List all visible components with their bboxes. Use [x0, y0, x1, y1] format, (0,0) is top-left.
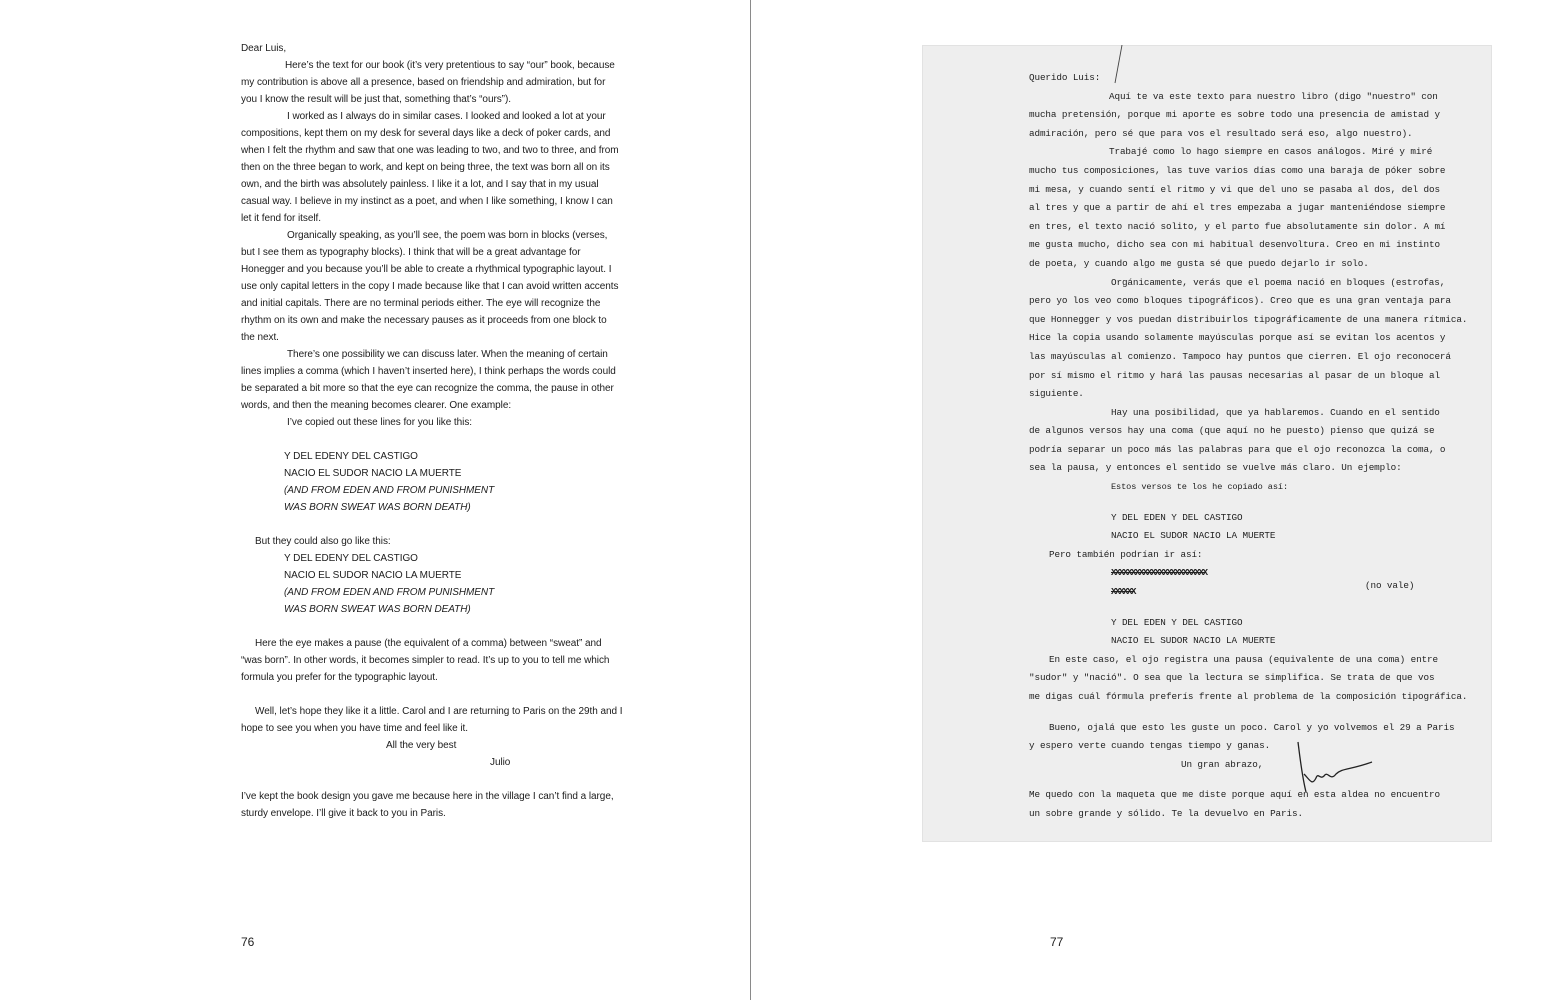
verse-line: NACIO EL SUDOR NACIO LA MUERTE [284, 570, 462, 581]
typed-line: por sí mismo el ritmo y hará las pausas necesarias al pasar de un bloque al [1029, 369, 1440, 381]
typed-verse-line: Y DEL EDEN Y DEL CASTIGO [1111, 616, 1243, 628]
typed-verse-line: NACIO EL SUDOR NACIO LA MUERTE [1111, 530, 1276, 542]
typed-line: al tres y que a partir de ahí el tres empezaba a jugar manteniéndose siempre [1029, 202, 1446, 214]
paragraph-4: There’s one possibility we can discuss later. When the meaning of certain lines implies a comma (which I haven’t inserted here), I think perhaps the words could be separated a bit more so that the eye can recognize the comma, the pause in other words, and then the meaning becomes clearer. One example: [241, 349, 616, 411]
paragraph-6: But they could also go like this: [255, 536, 391, 547]
typed-line: "sudor" y "nació". O sea que la lectura se simplifica. Se trata de que vos [1029, 672, 1435, 684]
pen-stroke-mark [1112, 45, 1124, 85]
paragraph-2: I worked as I always do in similar cases. I looked and looked a lot at your compositions, kept them on my desk for several days like a deck of poker cards, and when I felt the rhythm and saw that one was leading to two, and two to three, and from then on the three began to work, and kept on being three, the text was born all on its own, and the birth was absolutely painless. I like it a lot, and I say that in my usual casual way. I believe in my instinct as a poet, and when I like something, I know I can let it fend for itself. [241, 111, 619, 224]
page-number-right: 77 [1050, 935, 1064, 949]
typed-line: podría separar un poco más las palabras para que el ojo reconozca la coma, o [1029, 443, 1446, 455]
verse-example-2 [241, 550, 623, 618]
typed-letter-text [1029, 69, 1479, 824]
typed-line: Estos versos te los he copiado así: [1111, 482, 1288, 493]
typed-letter-scan [922, 45, 1492, 842]
typed-line: de poeta, y cuando algo me gusta sé que puedo dejarlo ir solo. [1029, 257, 1369, 269]
typed-line: admiración, pero sé que para vos el resultado será eso, algo nuestro). [1029, 127, 1413, 139]
paragraph-1: Here’s the text for our book (it’s very pretentious to say “our” book, because my contribution is above all a presence, based on friendship and admiration, but for you I know the result will be just that, something that’s “ours”). [241, 60, 615, 105]
typed-greeting: Querido Luis: [1029, 72, 1101, 83]
paragraph-5: I’ve copied out these lines for you like this: [287, 417, 473, 428]
no-vale-note: (no vale) [1365, 580, 1415, 592]
typed-line: Orgánicamente, verás que el poema nació en bloques (estrofas, [1111, 276, 1446, 288]
typed-line: mucho tus composiciones, las tuve varios días como una baraja de póker sobre [1029, 164, 1446, 176]
typed-line: Aquí te va este texto para nuestro libro (digo "nuestro" con [1109, 90, 1438, 102]
struck-out-line: XXXXXX [1111, 586, 1135, 598]
typed-line: Trabajé como lo hago siempre en casos análogos. Miré y miré [1109, 146, 1433, 158]
typed-line: en tres, el texto nació solito, y el parto fue absolutamente sin dolor. A mí [1029, 220, 1446, 232]
typed-line: mucha pretensión, porque mi aporte es sobre todo una presencia de amistad y [1029, 109, 1440, 121]
typed-line: pero yo los veo como bloques tipográficos). Creo que es una gran ventaja para [1029, 295, 1451, 307]
paragraph-3: Organically speaking, as you’ll see, the poem was born in blocks (verses, but I see them as typography blocks). I think that will be a great advantage for Honegger and you because you’ll be able to create a rhythmical typographic layout. I use only capital letters in the copy I made because like that I can avoid written accents and initial capitals. There are no terminal periods either. The eye will recognize the rhythm on its own and make the necessary pauses as it proceeds from one block to the next. [241, 230, 619, 343]
typed-line: de algunos versos hay una coma (que aquí no he puesto) pienso que quizá se [1029, 425, 1435, 437]
typed-line: me digas cuál fórmula preferís frente al problema de la composición tipográfica. [1029, 691, 1468, 702]
verse-translation-line: WAS BORN SWEAT WAS BORN DEATH) [284, 604, 471, 615]
typed-verse-line: NACIO EL SUDOR NACIO LA MUERTE [1111, 635, 1276, 647]
typed-line: En este caso, el ojo registra una pausa (equivalente de una coma) entre [1049, 653, 1439, 665]
typed-closing: Un gran abrazo, [1181, 758, 1264, 770]
typed-line: me gusta mucho, dicho sea con mi habitual desenvoltura. Creo en mi instinto [1029, 239, 1440, 251]
typed-line: Bueno, ojalá que esto les guste un poco. Carol y yo volvemos el 29 a Paris [1049, 721, 1455, 733]
page-number-left: 76 [241, 935, 255, 949]
verse-line: Y DEL EDENY DEL CASTIGO [284, 553, 418, 564]
typed-alt-intro: Pero también podrían ir así: [1049, 548, 1203, 560]
typed-line: que Honnegger y vos puedan distribuirlos tipográficamente de una manera rítmica. [1029, 313, 1468, 325]
verse-line: Y DEL EDENY DEL CASTIGO [284, 451, 418, 462]
verse-line: NACIO EL SUDOR NACIO LA MUERTE [284, 468, 462, 479]
typed-line: Me quedo con la maqueta que me diste porque aquí en esta aldea no encuentro [1029, 789, 1440, 801]
closing: All the very best [386, 740, 457, 751]
handwritten-signature [1292, 740, 1382, 800]
typed-line: sea la pausa, y entonces el sentido se vuelve más claro. Un ejemplo: [1029, 462, 1402, 474]
postscript: I’ve kept the book design you gave me because here in the village I can’t find a large, sturdy envelope. I’ll give it back to you in Paris. [241, 791, 614, 819]
greeting: Dear Luis, [241, 43, 287, 54]
verse-translation-line: WAS BORN SWEAT WAS BORN DEATH) [284, 502, 471, 513]
typed-line: un sobre grande y sólido. Te la devuelvo en Paris. [1029, 807, 1303, 819]
typed-line: Hice la copia usando solamente mayúsculas porque así se evitan los acentos y [1029, 332, 1446, 344]
page-gutter [750, 0, 751, 1000]
typed-line: mi mesa, y cuando sentí el ritmo y vi que del uno se pasaba al dos, del dos [1029, 183, 1440, 195]
verse-translation-line: (AND FROM EDEN AND FROM PUNISHMENT [284, 485, 495, 496]
typed-line: las mayúsculas al comienzo. Tampoco hay puntos que cierren. El ojo reconocerá [1029, 350, 1451, 362]
struck-out-line: XXXXXXXXXXXXXXXXXXXXXXXX [1111, 567, 1207, 579]
signature: Julio [490, 757, 511, 768]
typed-line: Hay una posibilidad, que ya hablaremos. Cuando en el sentido [1111, 406, 1440, 418]
typed-verse-line: Y DEL EDEN Y DEL CASTIGO [1111, 511, 1243, 523]
typed-line: y espero verte cuando tengas tiempo y ganas. [1029, 740, 1271, 752]
paragraph-8: Well, let’s hope they like it a little. Carol and I are returning to Paris on the 29th and I hope to see you when you have time and feel like it. [241, 706, 623, 734]
typed-line: siguiente. [1029, 388, 1084, 400]
paragraph-7: Here the eye makes a pause (the equivalent of a comma) between “sweat” and “was born”. In other words, it becomes simpler to read. It’s up to you to tell me which formula you prefer for the typographic layout. [241, 638, 610, 683]
translation-letter [241, 40, 623, 822]
verse-example-1 [241, 448, 623, 516]
verse-translation-line: (AND FROM EDEN AND FROM PUNISHMENT [284, 587, 495, 598]
